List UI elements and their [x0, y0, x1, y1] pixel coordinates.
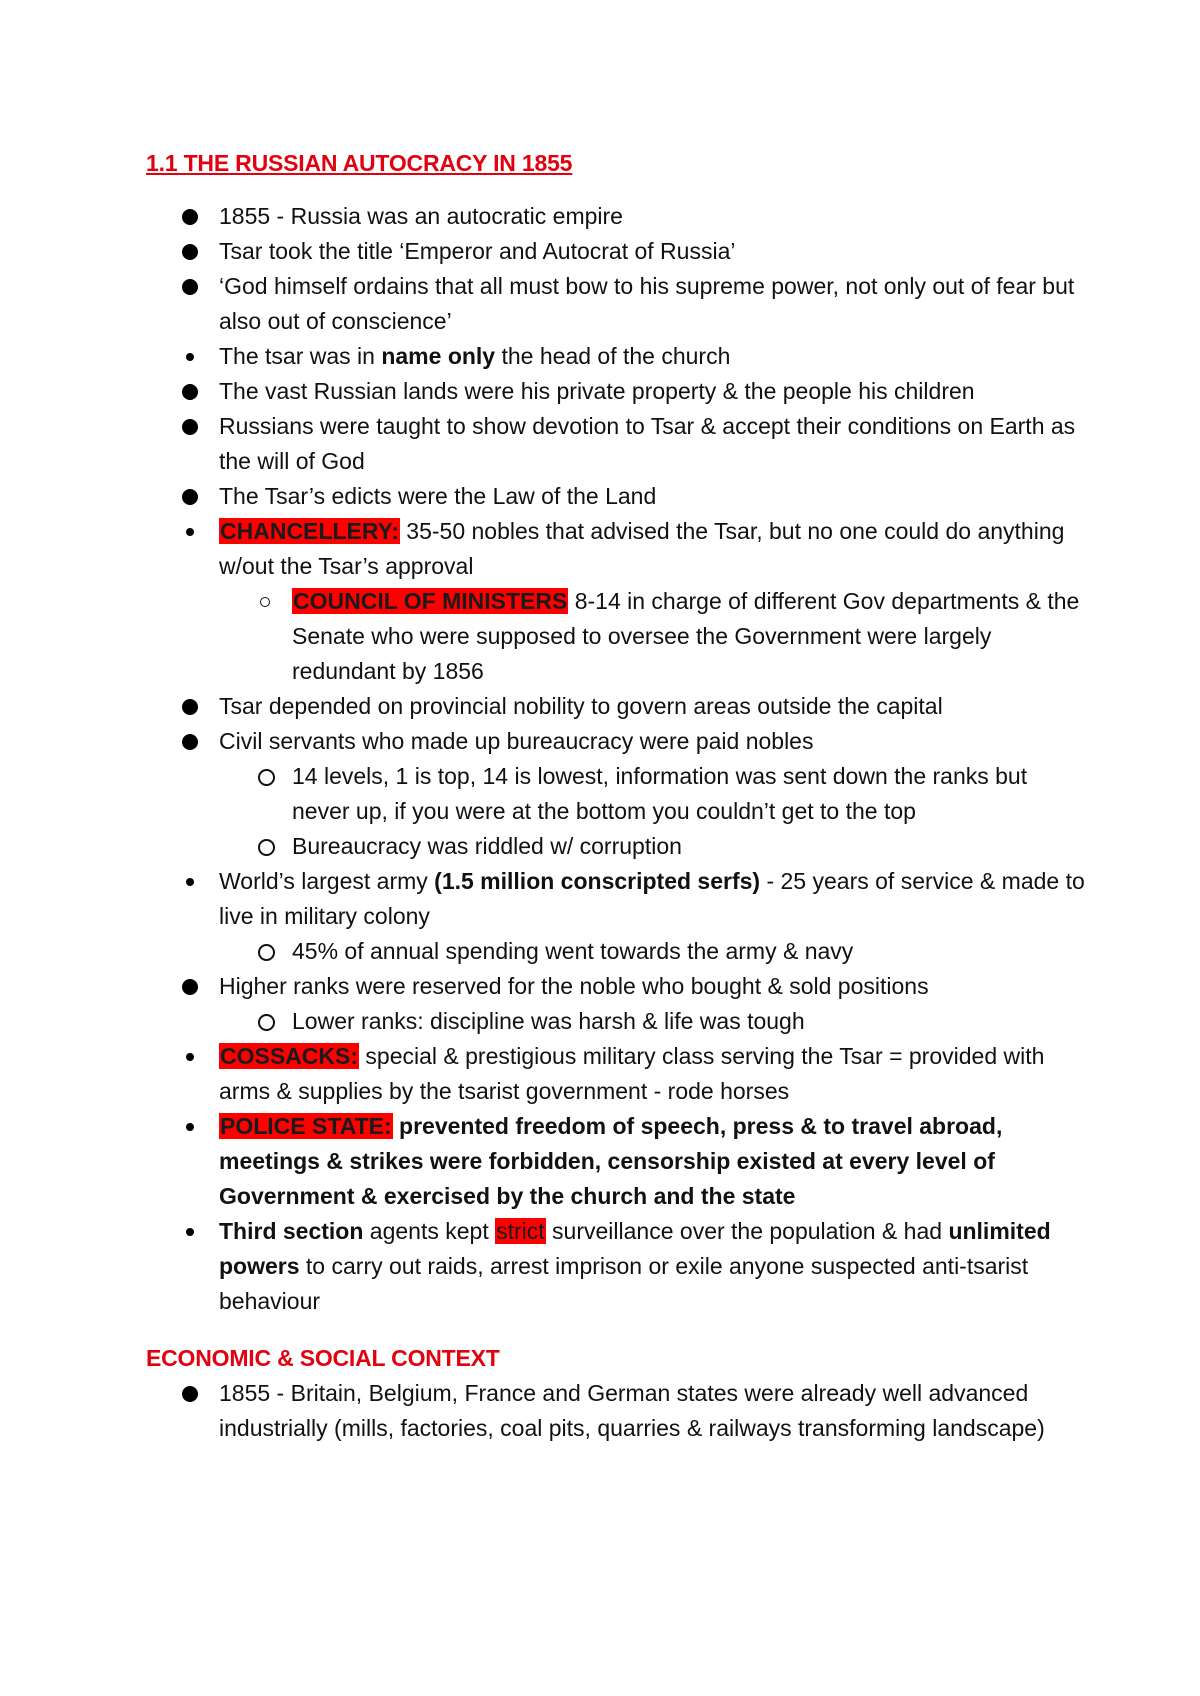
bold-text: (1.5 million conscripted serfs) — [434, 868, 761, 894]
highlighted-term: POLICE STATE: — [220, 1113, 392, 1139]
list-item: The tsar was in name only the head of the church — [146, 339, 1086, 374]
bullet-icon — [182, 979, 198, 995]
list-item: ‘God himself ordains that all must bow to his supreme power, not only out of fear but also out of conscience’ — [146, 269, 1086, 339]
bullet-icon — [182, 419, 198, 435]
list-item: Third section agents kept strict surveillance over the population & had unlimited powers to carry out raids, arrest imprison or exile anyone suspected anti-tsarist behaviour — [146, 1214, 1086, 1319]
bullet-icon — [186, 878, 194, 886]
bullet-icon — [182, 734, 198, 750]
bullet-icon — [182, 244, 198, 260]
bullet-icon — [182, 699, 198, 715]
list-item: 1855 - Britain, Belgium, France and German states were already well advanced industrially (mills, factories, coal pits, quarries & railways transforming landscape) — [146, 1376, 1086, 1446]
highlighted-term: COUNCIL OF MINISTERS — [293, 588, 568, 614]
list-item: Higher ranks were reserved for the noble who bought & sold positions — [146, 969, 1086, 1004]
bullet-icon — [186, 1053, 194, 1061]
sub-list-item: Bureaucracy was riddled w/ corruption — [146, 829, 1086, 864]
list-item — [146, 1109, 1086, 1214]
sub-list-item: 45% of annual spending went towards the army & navy — [146, 934, 1086, 969]
bullet-icon — [186, 528, 194, 536]
bullet-list — [146, 1376, 1086, 1446]
list-item: Tsar depended on provincial nobility to govern areas outside the capital — [146, 689, 1086, 724]
bullet-list — [146, 199, 1086, 1319]
hollow-bullet-icon — [258, 944, 275, 961]
sub-list-item: Lower ranks: discipline was harsh & life was tough — [146, 1004, 1086, 1039]
sub-list-item: 14 levels, 1 is top, 14 is lowest, information was sent down the ranks but never up, if you were at the bottom you couldn’t get to the top — [146, 759, 1086, 829]
bold-text: name only — [381, 343, 496, 369]
list-item: World’s largest army (1.5 million conscripted serfs) - 25 years of service & made to live in military colony — [146, 864, 1086, 934]
list-item: COSSACKS: special & prestigious military class serving the Tsar = provided with arms & supplies by the tsarist government - rode horses — [146, 1039, 1086, 1109]
bullet-icon — [182, 489, 198, 505]
hollow-bullet-icon — [258, 769, 275, 786]
section-title: 1.1 THE RUSSIAN AUTOCRACY IN 1855 — [146, 150, 573, 176]
bold-text: unlimited powers — [219, 1218, 1051, 1279]
bullet-icon — [182, 209, 198, 225]
bold-text: prevented freedom of speech, press & to travel abroad, meetings & strikes were forbidden, censorship existed at every level of Government & exercised by the church and the state — [219, 1113, 1003, 1209]
bullet-icon — [182, 279, 198, 295]
hollow-bullet-icon — [258, 1014, 275, 1031]
list-item: Tsar took the title ‘Emperor and Autocrat of Russia’ — [146, 234, 1086, 269]
notes-body — [146, 146, 1086, 1446]
section-title: ECONOMIC & SOCIAL CONTEXT — [146, 1345, 500, 1371]
bullet-icon — [186, 1123, 194, 1131]
list-item: Russians were taught to show devotion to Tsar & accept their conditions on Earth as the will of God — [146, 409, 1086, 479]
bullet-icon — [186, 353, 194, 361]
sub-list-item: COUNCIL OF MINISTERS 8-14 in charge of different Gov departments & the Senate who were supposed to oversee the Government were largely redundant by 1856 — [146, 584, 1086, 689]
bullet-icon — [186, 1228, 194, 1236]
list-item: The Tsar’s edicts were the Law of the Land — [146, 479, 1086, 514]
hollow-bullet-icon — [258, 839, 275, 856]
list-item: Civil servants who made up bureaucracy were paid nobles — [146, 724, 1086, 759]
highlighted-term: strict — [496, 1218, 545, 1244]
highlighted-term: CHANCELLERY: — [220, 518, 399, 544]
list-item: CHANCELLERY: 35-50 nobles that advised the Tsar, but no one could do anything w/out the Tsar’s approval — [146, 514, 1086, 584]
highlighted-term: COSSACKS: — [220, 1043, 359, 1069]
bullet-icon — [182, 384, 198, 400]
list-item: 1855 - Russia was an autocratic empire — [146, 199, 1086, 234]
hollow-bullet-icon — [260, 597, 270, 607]
bullet-icon — [182, 1386, 198, 1402]
bold-text: Third section — [219, 1218, 364, 1244]
list-item: The vast Russian lands were his private property & the people his children — [146, 374, 1086, 409]
